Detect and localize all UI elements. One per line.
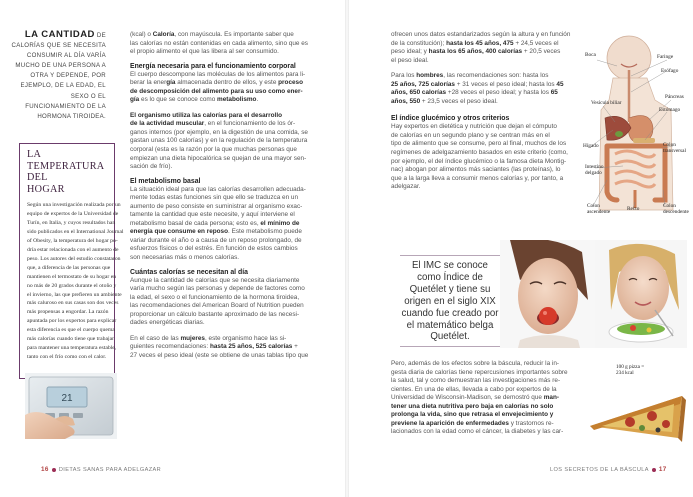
text-line: El organismo utiliza las calorías para el desarrollo: [130, 111, 283, 119]
temperature-sidebar-box: [19, 143, 124, 379]
page-number-right: 17: [658, 466, 667, 473]
text-line: ofrecen unos datos estandarizados según la altura y en función: [391, 31, 571, 38]
text-line: ganos internos (por ejemplo, en la digestión de una comida, se: [130, 128, 308, 136]
box-body-line: equipo de expertos de la Universidad de: [27, 210, 119, 217]
gutter: [345, 0, 349, 497]
box-body-line: no más de 20 grados durante el otoño y: [27, 282, 117, 289]
label-pancreas: Páncreas: [665, 94, 684, 100]
box-body-line: más propensas a engordar. La razón: [27, 309, 109, 316]
pull-quote-line: SEXO O EL: [70, 92, 106, 100]
text-line: años, 650 calorías +28 veces el peso ideal; y hasta los 65: [391, 89, 558, 97]
footer-right-title: LOS SECRETOS DE LA BÁSCULA: [550, 467, 649, 473]
pull-quote-line: EJEMPLO, DE LA EDAD, EL: [20, 82, 106, 90]
energy-paragraph: [130, 71, 337, 105]
text-line: adelgazar.: [391, 183, 421, 191]
text-line: variar durante el año o a causa de un reposo prolongado, de: [130, 236, 302, 244]
text-line: Aunque la cantidad de calorías que se necesita diariamente: [130, 276, 300, 284]
text-line: de calorías en un segundo plano y se centran más en el: [391, 131, 550, 139]
text-line: En el caso de las mujeres, este organismo hace las si-: [130, 334, 287, 342]
pizza-photo: [582, 366, 690, 462]
text-line: berar la energía almacenada dentro de ellos, y este proceso: [130, 79, 304, 87]
box-body-line: mantienen el termostato de su hogar en: [27, 273, 117, 280]
text-line: mente todas estas funciones sin que ello se traduzca en un: [130, 194, 299, 202]
text-line: 25 años, 725 calorías + 31 veces el peso ideal; hasta los 45: [391, 80, 564, 88]
text-line: varía mucho según las personas y depende de factores como: [130, 285, 305, 293]
box-body: [27, 201, 124, 362]
text-line: tipo de alimento que se consume, pero al final, muchos de los: [391, 140, 567, 148]
text-line: peso ideal; y hasta los 65 años, 400 calorías + 20,5 veces: [391, 48, 561, 56]
text-line: esfuerzos físicos o del estrés. En función de estos cambios: [130, 245, 298, 253]
label-faringe: Faringe: [657, 54, 674, 60]
box-body-line: Según una investigación realizada por un: [27, 202, 121, 208]
label-estomago: Estómago: [659, 107, 681, 113]
box-title-line: HOGAR: [27, 183, 65, 195]
pizza-caption: 100 g pizza = 234 kcal: [616, 364, 645, 376]
quote-line: como Índice de: [417, 271, 483, 283]
footer-left-title: DIETAS SANAS PARA ADELGAZAR: [58, 467, 162, 473]
box-body-line: para mantener una temperatura estable,: [27, 345, 117, 352]
text-line: 27 veces el peso ideal (este se obtiene de unas tablas tipo que: [130, 351, 309, 359]
svg-text:21: 21: [61, 393, 73, 404]
box-body-line: más calorías cuando tiene que trabajar: [27, 336, 115, 343]
text-line: proporcionar un cálculo bastante aproximado de las necesi-: [130, 310, 300, 318]
pull-quote-lead: LA CANTIDAD: [24, 29, 95, 40]
quote-line: origen en el siglo XIX: [404, 295, 496, 307]
quote-line: el matemático belga: [406, 319, 494, 331]
intro-paragraph: [130, 31, 337, 57]
label-colon-ascendente: Colon ascendente: [587, 203, 611, 215]
text-line: gastan unas 100 calorías) y en la regulación de la temperatura: [130, 137, 308, 145]
text-line: La situación ideal para que las calorías desarrollen adecuada-: [130, 185, 306, 193]
basal-paragraph: [130, 186, 337, 263]
box-body-line: más caluroso en sus casas son dos veces: [27, 300, 119, 307]
text-line: corporal (esta es la razón por la que muchas personas que: [130, 146, 297, 154]
pull-quote-line: FUNCIONAMIENTO DE LA: [25, 102, 106, 110]
women-paragraph: [130, 335, 337, 361]
box-body-line: dría estar relacionada con el aumento de: [27, 246, 119, 253]
box-body-line: tanto con el frío como con el calor.: [27, 354, 107, 361]
box-body-line: esta diferencia es que el cuerpo quema: [27, 327, 115, 334]
box-body-line: of Obesity, la temperatura del hogar po-: [27, 237, 118, 244]
text-line: son necesarias más o menos calorías.: [130, 254, 240, 262]
heading-basal: El metabolismo basal: [130, 177, 201, 185]
box-body-line: peso. Los autores del estudio constataron: [27, 255, 121, 262]
column-3: [391, 31, 569, 192]
quote-line: El IMC se conoce: [412, 260, 488, 271]
text-line: por ejemplo, el del índice glucémico o la famosa dieta Montig-: [391, 157, 567, 165]
text-line: gía es lo que se conoce como metabolismo.: [130, 96, 259, 104]
text-line: cientes. En una de ellas, llevada a cabo por expertos de la: [391, 385, 557, 393]
pull-quote-line: DE: [96, 32, 106, 39]
text-line: empiezan una dieta hipocalórica se quejan de una mayor sen-: [130, 154, 307, 162]
text-line: sación de frío).: [130, 163, 173, 171]
text-line: las calorías no están contenidas en cada alimento, sino que es: [130, 39, 308, 47]
text-line: la edad, el sexo o el funcionamiento de la hormona tiroidea,: [130, 293, 300, 301]
woman-salad-photo: [595, 240, 687, 348]
footer-right: [550, 466, 667, 473]
label-colon-transversal: Colon transversal: [663, 142, 686, 154]
label-colon-descendente: Colon descendente: [663, 203, 689, 215]
label-higado: Hígado: [583, 143, 599, 149]
imc-quote: [400, 255, 500, 347]
quote-line: Quetélet y tiene su: [409, 283, 491, 295]
thermostat-photo: [25, 373, 117, 439]
label-vesicula: Vesícula biliar: [591, 100, 622, 106]
footer-dot-icon: [52, 468, 56, 472]
pull-quote-line: OTRA Y DEPENDE, POR: [30, 72, 106, 80]
glycemic-paragraph: [391, 123, 569, 191]
daily-paragraph: [130, 277, 337, 328]
text-line: de la actividad muscular, en el funcionamiento de los ór-: [130, 120, 296, 128]
text-line: prolonga la vida, sino que retrasa el envejecimiento y: [391, 411, 554, 419]
heading-glycemic: El índice glucémico y otros criterios: [391, 115, 510, 123]
footer-left: [41, 466, 161, 473]
box-title-line: LA TEMPERATURA DEL: [27, 149, 104, 183]
pull-quote-line: HORMONA TIROIDEA.: [37, 112, 106, 120]
box-title: [27, 149, 109, 195]
text-line: (kcal) o Caloría, con mayúscula. Es importante saber que: [130, 31, 294, 38]
woman-tomato-photo: [500, 240, 595, 348]
text-line: que a la larga lleva a consumir menos calorías y, por tanto, a: [391, 174, 564, 182]
text-line: el peso ideal.: [391, 56, 429, 64]
box-body-line: el invierno, las que prefieren un ambiente: [27, 291, 122, 298]
text-line: tener una dieta nutritiva pero baja en calorías no solo: [391, 402, 554, 410]
text-line: Hay expertos en dietética y nutrición que dejan el cómputo: [391, 123, 557, 131]
text-line: el propio alimento el que las libera al ser consumido.: [130, 48, 279, 56]
label-boca: Boca: [585, 52, 596, 58]
text-line: Universidad de Wisconsin-Madison, se demostró que man-: [391, 394, 560, 402]
quote-line: cuando fue creado por: [401, 307, 499, 319]
column-2: [130, 31, 337, 361]
column-3-bottom: [391, 360, 571, 437]
text-line: nac) abogan por alimentos más saciantes (las proteínas), lo: [391, 166, 561, 174]
text-line: tamente la cantidad que este necesite, y aquí interviene el: [130, 211, 295, 219]
text-line: gesta diaria de calorías tiene repercusiones importantes sobre: [391, 368, 568, 376]
text-line: dades energéticas diarias.: [130, 319, 205, 327]
text-line: aumento de peso consiste en suministrar al organismo exac-: [130, 202, 303, 210]
text-line: El cuerpo descompone las moléculas de los alimentos para li-: [130, 70, 306, 78]
text-line: años, 550 + 23,5 veces el peso ideal.: [391, 97, 498, 105]
health-paragraph: [391, 360, 571, 437]
text-line: energía que consume en reposo. Este metabolismo puede: [130, 228, 302, 236]
text-line: de descomposición del alimento para su uso como ener-: [130, 87, 303, 95]
label-intestino-delgado: Intestino delgado: [585, 164, 604, 176]
text-line: previene la aparición de enfermedades y trastornos re-: [391, 419, 554, 427]
heading-energy: Energía necesaria para el funcionamiento corporal: [130, 62, 296, 70]
text-line: de la constitución); hasta los 45 años, 475 + 24,5 veces el: [391, 39, 559, 47]
women-continued-paragraph: [391, 31, 569, 65]
page-number-left: 16: [41, 466, 49, 473]
muscle-paragraph: [130, 112, 337, 172]
text-line: la salud, tal y como demuestran las investigaciones más re-: [391, 377, 561, 385]
text-line: Para los hombres, las recomendaciones son: hasta los: [391, 72, 549, 80]
text-line: lacionados con la edad como el cáncer, la diabetes y las car-: [391, 428, 564, 436]
pull-quote: [10, 30, 106, 122]
men-paragraph: [391, 72, 569, 106]
box-body-line: apuntada por los expertos para explicar: [27, 318, 117, 325]
text-line: Pero, además de los efectos sobre la báscula, reducir la in-: [391, 360, 560, 367]
quote-line: Quetélet.: [430, 331, 470, 343]
box-body-line: sido publicados en el International Journal: [27, 228, 124, 235]
digestive-system-diagram: [583, 30, 689, 230]
label-recto: Recto: [627, 206, 640, 212]
pull-quote-line: CONSUMIR AL DÍA VARÍA: [26, 52, 106, 60]
text-line: regímenes de adelgazamiento basados en este criterio (como,: [391, 149, 568, 157]
text-line: metabolismo basal de cada persona; esto es, el mínimo de: [130, 219, 300, 227]
box-body-line: que, a diferencia de las personas que: [27, 264, 111, 271]
pull-quote-line: MUCHO DE UNA PERSONA A: [15, 62, 106, 70]
text-line: las recomendaciones del American Board of Nutrition pueden: [130, 302, 304, 310]
footer-dot-icon: [652, 468, 656, 472]
label-esofago: Esófago: [661, 68, 679, 74]
box-body-line: Turín, en Italia, y cuyos resultados han: [27, 219, 116, 226]
pull-quote-line: CALORÍAS QUE SE NECESITA: [11, 42, 106, 50]
heading-daily: Cuántas calorías se necesitan al día: [130, 268, 248, 276]
text-line: guientes recomendaciones: hasta 25 años, 525 calorías +: [130, 343, 298, 351]
